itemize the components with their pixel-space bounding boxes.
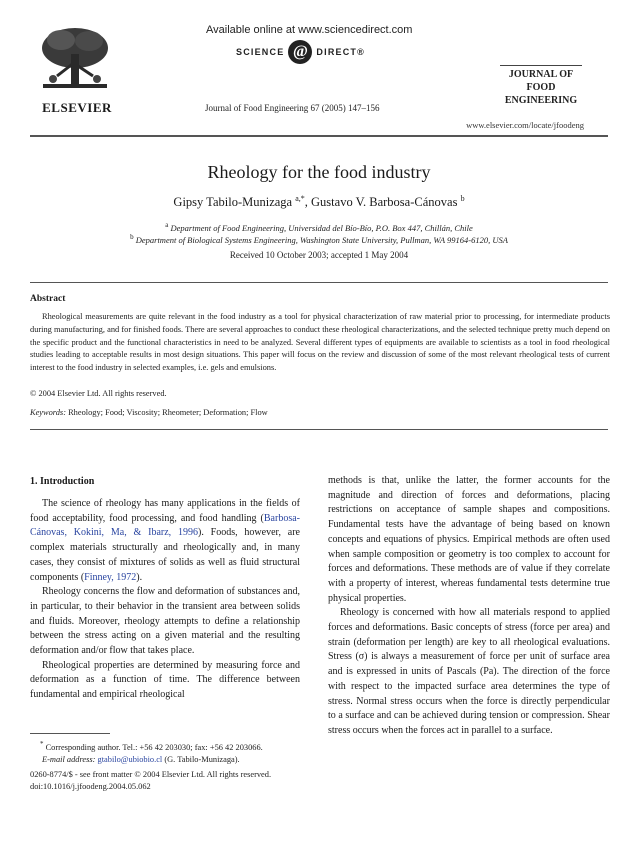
paragraph-text: The science of rheology has many applications in the fields of food acceptability, food processing, and food handling (	[30, 498, 300, 524]
journal-name-line: FOOD	[526, 82, 556, 93]
affiliation-a-text: Department of Food Engineering, Universidad del Bío-Bío, P.O. Box 447, Chillán, Chile	[170, 222, 473, 233]
left-column	[30, 497, 300, 703]
keywords-label: Keywords:	[30, 408, 66, 417]
sciencedirect-logo	[236, 40, 365, 64]
email-label: E-mail address:	[42, 755, 96, 765]
header-divider	[30, 135, 608, 137]
paragraph: methods is that, unlike the latter, the former accounts for the magnitude and direction of forces and deformations, placing restrictions on acceptance of sample shapes and compositions. Fundamental tests have the advantage of being based on known concepts and equations of physics. Empirical methods are often used when sample composition or geometry is too complex to account for forces and deformations. These methods are of value if they correlate with a property of interest, whereas fundamental tests determine true physical properties.	[328, 475, 610, 604]
sd-at-icon: @	[288, 40, 312, 64]
issn-line: 0260-8774/$ - see front matter © 2004 Elsevier Ltd. All rights reserved.	[30, 770, 272, 779]
citation-link[interactable]: Barbosa-Cánovas, Kokini, Ma, & Ibarz, 1996	[30, 512, 300, 539]
journal-url[interactable]: www.elsevier.com/locate/jfoodeng	[466, 120, 584, 130]
affiliation-a-mark: a	[165, 221, 169, 229]
right-column	[328, 474, 610, 739]
doi-line[interactable]: doi:10.1016/j.jfoodeng.2004.05.062	[30, 782, 151, 791]
corresponding-author-note	[30, 738, 310, 754]
article-title: Rheology for the food industry	[207, 162, 431, 182]
elsevier-tree-logo	[37, 24, 113, 99]
abstract-bottom-rule	[30, 429, 608, 430]
paragraph-text: ).	[136, 571, 143, 583]
footnote-mark: *	[40, 740, 44, 748]
author-2-marks: b	[460, 194, 465, 203]
sd-left: SCIENCE	[236, 47, 285, 57]
journal-name-line: JOURNAL OF	[508, 69, 574, 80]
affiliation-b-text: Department of Biological Systems Engineering, Washington State University, Pullman, WA 99164-6120, USA	[135, 234, 508, 245]
footnote-text: Corresponding author. Tel.: +56 42 203030; fax: +56 42 203066.	[45, 742, 263, 752]
citation-link[interactable]: Finney, 1972	[84, 571, 137, 583]
sd-right: DIRECT®	[316, 47, 365, 57]
author-2: Gustavo V. Barbosa-Cánovas	[311, 195, 458, 210]
journal-citation: Journal of Food Engineering 67 (2005) 147–156	[205, 103, 380, 113]
footnote-rule	[30, 733, 110, 734]
abstract-top-rule	[30, 282, 608, 283]
keywords	[30, 408, 268, 417]
paragraph-text: ). Foods, however, are complex materials structurally and rheologically and, in many cases, they consist of mixtures of solids as well as fluid structural components (	[30, 527, 300, 583]
section-heading: 1. Introduction	[30, 476, 95, 487]
paragraph	[30, 497, 300, 585]
paragraph: Rheology concerns the flow and deformation of substances and, in particular, to their behavior in the transient area between solids and fluids. Moreover, rheology attempts to define a relationship between the stress acting on a given material and the resulting deformation and/or flow that takes place.	[30, 586, 300, 657]
author-1: Gipsy Tabilo-Munizaga	[173, 195, 293, 210]
author-1-marks: a,*	[295, 194, 305, 203]
affiliation-b-mark: b	[130, 233, 134, 241]
email-note	[30, 754, 310, 766]
available-online-text: Available online at www.sciencedirect.com	[206, 24, 413, 36]
footnote	[30, 738, 310, 767]
author-list	[30, 194, 608, 210]
paragraph: Rheology is concerned with how all materials respond to applied forces and deformations. Basic concepts of stress (force per area) and strain (deformation per length) are key to all rheological evaluations. Stress (σ) is always a measurement of force per unit of surface area and is expressed in units of Pascals (Pa). The direction of the force with respect to the impacted surface area determines the type of stress. Normal stress occurs when the force is directly perpendicular to a surface and can be achieved during tension or compression. Shear stress occurs when the forces act in parallel to a surface.	[328, 607, 610, 736]
journal-name-line: ENGINEERING	[504, 95, 578, 106]
email-link[interactable]: gtabilo@ubiobio.cl	[97, 755, 163, 765]
keywords-list: Rheology; Food; Viscosity; Rheometer; Deformation; Flow	[65, 408, 268, 417]
author-separator: ,	[304, 195, 312, 210]
abstract-heading: Abstract	[30, 294, 66, 304]
affiliation-b	[30, 233, 608, 245]
publisher-name: ELSEVIER	[42, 100, 112, 115]
received-dates: Received 10 October 2003; accepted 1 May 2004	[229, 250, 409, 260]
abstract-copyright: © 2004 Elsevier Ltd. All rights reserved.	[30, 389, 167, 398]
email-suffix: (G. Tabilo-Munizaga).	[162, 755, 240, 765]
paragraph: Rheological properties are determined by measuring force and deformation as a function of time. The difference between fundamental and empirical rheological	[30, 659, 300, 701]
affiliation-a	[30, 221, 608, 233]
abstract-text: Rheological measurements are quite relevant in the food industry as a tool for physical characterization of raw material prior to processing, for intermediate products during manufacturing, and for finished foods. There are several approaches to conduct these rheological characterizations, and the selected technique pretty much depend on the specific product and the functional characteristics in need to be analyzed. Several different types of equipments are available to scientists as a tool in food rheological studies leading to acceptable results in most design situations. This paper will focus on the review and discussion of some of the most relevant rheological tests of current interest to the food industry in selected examples, i.e. gels and emulsions.	[30, 312, 610, 373]
journal-name-box	[500, 65, 582, 107]
